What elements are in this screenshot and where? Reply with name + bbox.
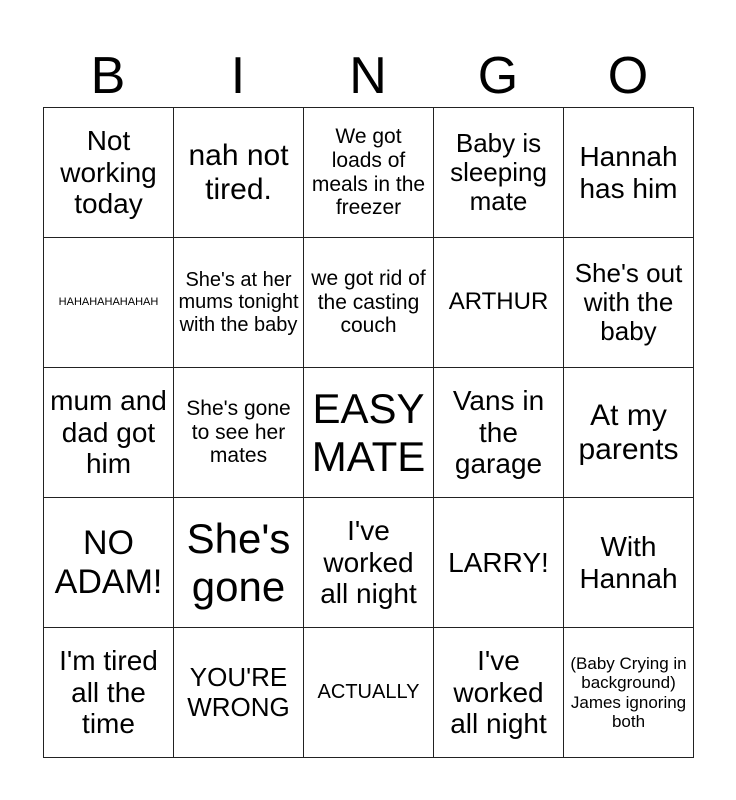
bingo-cell[interactable]: LARRY! (434, 498, 564, 628)
bingo-cell[interactable]: At my parents (564, 368, 694, 498)
bingo-cell[interactable]: NO ADAM! (44, 498, 174, 628)
bingo-cell[interactable]: Vans in the garage (434, 368, 564, 498)
board-row-1 (44, 108, 694, 238)
bingo-cell[interactable]: nah not tired. (174, 108, 304, 238)
header-letter-i: I (230, 47, 246, 105)
bingo-cell[interactable]: Not working today (44, 108, 174, 238)
bingo-cell[interactable]: ARTHUR (434, 238, 564, 368)
bingo-cell[interactable]: we got rid of the casting couch (304, 238, 434, 368)
bingo-header (43, 44, 693, 108)
bingo-cell[interactable]: I'm tired all the time (44, 628, 174, 758)
bingo-cell[interactable]: YOU'RE WRONG (174, 628, 304, 758)
header-letter-o: O (607, 47, 649, 105)
bingo-cell[interactable]: Baby is sleeping mate (434, 108, 564, 238)
board-row-5 (44, 628, 694, 758)
bingo-cell[interactable]: I've worked all night (304, 498, 434, 628)
bingo-cell[interactable]: (Baby Crying in background) James ignoring both (564, 628, 694, 758)
bingo-cell[interactable]: We got loads of meals in the freezer (304, 108, 434, 238)
board-row-4 (44, 498, 694, 628)
board-row-3 (44, 368, 694, 498)
bingo-cell[interactable]: She's out with the baby (564, 238, 694, 368)
header-letter-n: N (349, 47, 387, 105)
bingo-cell[interactable]: HAHAHAHAHAHAH (44, 238, 174, 368)
header-letter-b: B (90, 47, 126, 105)
header-letter-g: G (477, 47, 519, 105)
bingo-cell[interactable]: She's gone (174, 498, 304, 628)
bingo-cell[interactable]: She's at her mums tonight with the baby (174, 238, 304, 368)
bingo-cell[interactable]: mum and dad got him (44, 368, 174, 498)
bingo-cell[interactable]: With Hannah (564, 498, 694, 628)
board-row-2 (44, 238, 694, 368)
bingo-board (43, 107, 694, 758)
bingo-cell[interactable]: I've worked all night (434, 628, 564, 758)
bingo-cell[interactable]: EASY MATE (304, 368, 434, 498)
bingo-cell[interactable]: Hannah has him (564, 108, 694, 238)
bingo-cell[interactable]: She's gone to see her mates (174, 368, 304, 498)
bingo-cell[interactable]: ACTUALLY (304, 628, 434, 758)
